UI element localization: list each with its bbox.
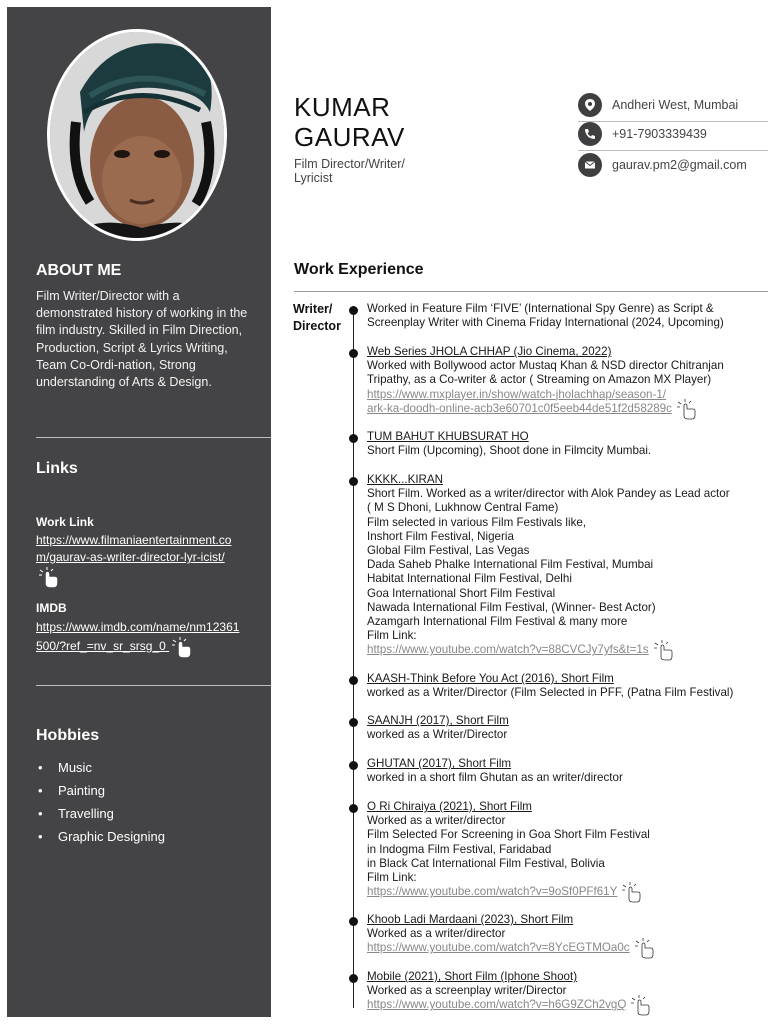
work-entry-line: Dada Saheb Phalke International Film Festival, Mumbai: [367, 558, 654, 572]
imdb-link-text[interactable]: https://www.imdb.com/name/nm12361500/?ref_=nv_sr_srsg_0: [36, 620, 240, 654]
work-entry: [367, 970, 765, 1013]
imdb-link-url[interactable]: [36, 619, 241, 658]
work-entry-line: Worked as a writer/director: [367, 927, 506, 941]
work-entry-line: Worked as a screenplay writer/Director: [367, 984, 567, 998]
timeline-dot: [349, 974, 358, 983]
click-hand-icon: [169, 636, 193, 658]
bullet: •: [38, 829, 43, 844]
work-entry: [367, 800, 765, 899]
work-entry-line: Film selected in various Film Festivals like,: [367, 515, 587, 529]
work-entry-heading: GHUTAN (2017), Short Film: [367, 757, 512, 770]
work-entry: [367, 430, 765, 458]
work-entry-line: Habitat International Film Festival, Delhi: [367, 572, 572, 586]
work-entry-heading: Khoob Ladi Mardaani (2023), Short Film: [367, 913, 574, 926]
work-link-text[interactable]: https://www.filmaniaentertainment.com/gaurav-as-writer-director-lyr-icist/: [36, 533, 232, 564]
profile-photo: [47, 29, 227, 241]
location-text: Andheri West, Mumbai: [612, 98, 739, 112]
hobbies-list: [36, 756, 165, 848]
phone-text[interactable]: +91-7903339439: [612, 127, 707, 141]
click-hand-icon: [651, 639, 675, 661]
work-entry-heading: SAANJH (2017), Short Film: [367, 714, 509, 727]
hobby-item: • Painting: [38, 783, 105, 798]
phone-icon: [578, 122, 602, 146]
work-entry: [367, 302, 765, 330]
work-entry: [367, 913, 765, 956]
timeline-dot: [349, 804, 358, 813]
bullet: •: [38, 760, 43, 775]
work-entry: [367, 714, 765, 742]
divider: [36, 437, 271, 438]
click-hand-icon: [674, 398, 698, 420]
hobbies-heading: Hobbies: [36, 727, 100, 744]
timeline-dot: [349, 306, 358, 315]
click-hand-icon: [619, 881, 643, 903]
work-entry-line: Azamgarh International Film Festival & many more: [367, 615, 628, 629]
work-entry-line: Worked as a writer/director: [367, 814, 506, 828]
work-entry-heading: Web Series JHOLA CHHAP (Jio Cinema, 2022): [367, 345, 612, 358]
about-text: Film Writer/Director with a demonstrated history of working in the film industry. Skilled in Film Direction, Production, Script & Lyrics Writing, Team Co-Ordi-nation, Strong understanding of Arts & Design.: [36, 289, 248, 390]
work-entry-line: Nawada International Film Festival, (Winner- Best Actor): [367, 600, 656, 614]
work-entry-line: Film Selected For Screening in Goa Short Film Festival: [367, 828, 650, 842]
click-hand-icon: [36, 566, 60, 588]
work-entry-line: Goa International Short Film Festival: [367, 586, 556, 600]
hobby-item: • Graphic Designing: [38, 829, 165, 844]
work-entry-line: Short Film. Worked as a writer/director with Alok Pandey as Lead actor: [367, 487, 730, 501]
links-heading: Links: [36, 460, 78, 477]
work-entry-line: Film Link:: [367, 629, 417, 643]
hobby-item: • Music: [38, 760, 92, 775]
divider: [36, 685, 271, 686]
work-entry-line: in Indogma Film Festival, Faridabad: [367, 842, 552, 856]
timeline-dot: [349, 761, 358, 770]
about-heading: ABOUT ME: [36, 262, 122, 279]
bullet: •: [38, 806, 43, 821]
work-entry-line: in Black Cat International Film Festival, Bolivia: [367, 856, 605, 870]
work-entry-link[interactable]: https://www.youtube.com/watch?v=9oSf0PFf61Y: [367, 885, 617, 899]
work-entry: [367, 345, 765, 416]
timeline-dot: [349, 676, 358, 685]
timeline-dot: [349, 434, 358, 443]
bullet: •: [38, 783, 43, 798]
work-entry-heading: O Ri Chiraiya (2021), Short Film: [367, 800, 532, 813]
contact-email: [578, 153, 747, 177]
location-pin-icon: [578, 93, 602, 117]
click-hand-icon: [632, 937, 656, 959]
timeline-dot: [349, 349, 358, 358]
work-entry: [367, 473, 765, 658]
mail-icon: [578, 153, 602, 177]
work-divider: [294, 291, 768, 292]
contact-phone: [578, 122, 707, 146]
profile-photo-image: [50, 32, 227, 241]
work-entry-link[interactable]: https://www.mxplayer.in/show/watch-jholachhap/season-1/: [367, 387, 667, 401]
work-entry-heading: TUM BAHUT KHUBSURAT HO: [367, 430, 529, 443]
work-entry-link[interactable]: https://www.youtube.com/watch?v=h6G9ZCh2vgQ: [367, 998, 626, 1012]
job-title: Film Director/Writer/ Lyricist: [294, 157, 405, 185]
timeline-dot: [349, 477, 358, 486]
sidebar: [7, 7, 271, 1017]
work-entry-line: Global Film Festival, Las Vegas: [367, 544, 530, 558]
work-entry-link[interactable]: https://www.youtube.com/watch?v=8YcEGTMOa0c: [367, 941, 630, 955]
work-entry-line: Inshort Film Festival, Nigeria: [367, 529, 514, 543]
work-entry-heading: KAASH-Think Before You Act (2016), Short Film: [367, 672, 614, 685]
work-entry-heading: KKKK...KIRAN: [367, 473, 444, 486]
last-name: GAURAV: [294, 122, 405, 152]
work-entry-line: Worked with Bollywood actor Mustaq Khan & NSD director Chitranjan: [367, 359, 724, 373]
work-entry: [367, 672, 765, 700]
work-entry-line: Worked in Feature Film ‘FIVE’ (International Spy Genre) as Script &: [367, 302, 714, 315]
click-hand-icon: [628, 994, 652, 1016]
work-entry-link[interactable]: https://www.youtube.com/watch?v=88CVCJy7yfs&t=1s: [367, 643, 649, 657]
work-entry-line: Screenplay Writer with Cinema Friday International (2024, Upcoming): [367, 316, 724, 330]
email-text[interactable]: gaurav.pm2@gmail.com: [612, 158, 747, 172]
work-link-label: Work Link: [36, 515, 94, 529]
work-entry-line: Film Link:: [367, 871, 417, 885]
work-entry-line: worked as a Writer/Director: [367, 728, 508, 742]
work-entry-line: Short Film (Upcoming), Shoot done in Filmcity Mumbai.: [367, 444, 652, 458]
imdb-label: IMDB: [36, 601, 67, 615]
work-entry-line: worked in a short film Ghutan as an writer/director: [367, 771, 623, 785]
work-entry-heading: Mobile (2021), Short Film (Iphone Shoot): [367, 970, 578, 983]
work-entry: [367, 757, 765, 785]
first-name: KUMAR: [294, 92, 391, 122]
contact-divider: [578, 150, 768, 151]
work-entry-link[interactable]: ark-ka-doodh-online-acb3e60701c0f5eeb44de51f2d58289c: [367, 402, 672, 416]
work-entry-line: worked as a Writer/Director (Film Selected in PFF, (Patna Film Festival): [367, 686, 734, 700]
hobby-item: • Travelling: [38, 806, 114, 821]
contact-location: [578, 93, 738, 117]
person-name: [294, 92, 405, 152]
work-experience-heading: Work Experience: [294, 261, 424, 278]
role-label: Writer/ Director: [293, 302, 341, 333]
work-entry-line: ( M S Dhoni, Lukhnow Central Fame): [367, 501, 559, 515]
work-link-url[interactable]: [36, 532, 241, 588]
timeline-dot: [349, 718, 358, 727]
work-entry-line: Tripathy, as a Co-writer & actor ( Streaming on Amazon MX Player): [367, 373, 712, 387]
timeline-dot: [349, 917, 358, 926]
timeline-line: [353, 310, 354, 1008]
